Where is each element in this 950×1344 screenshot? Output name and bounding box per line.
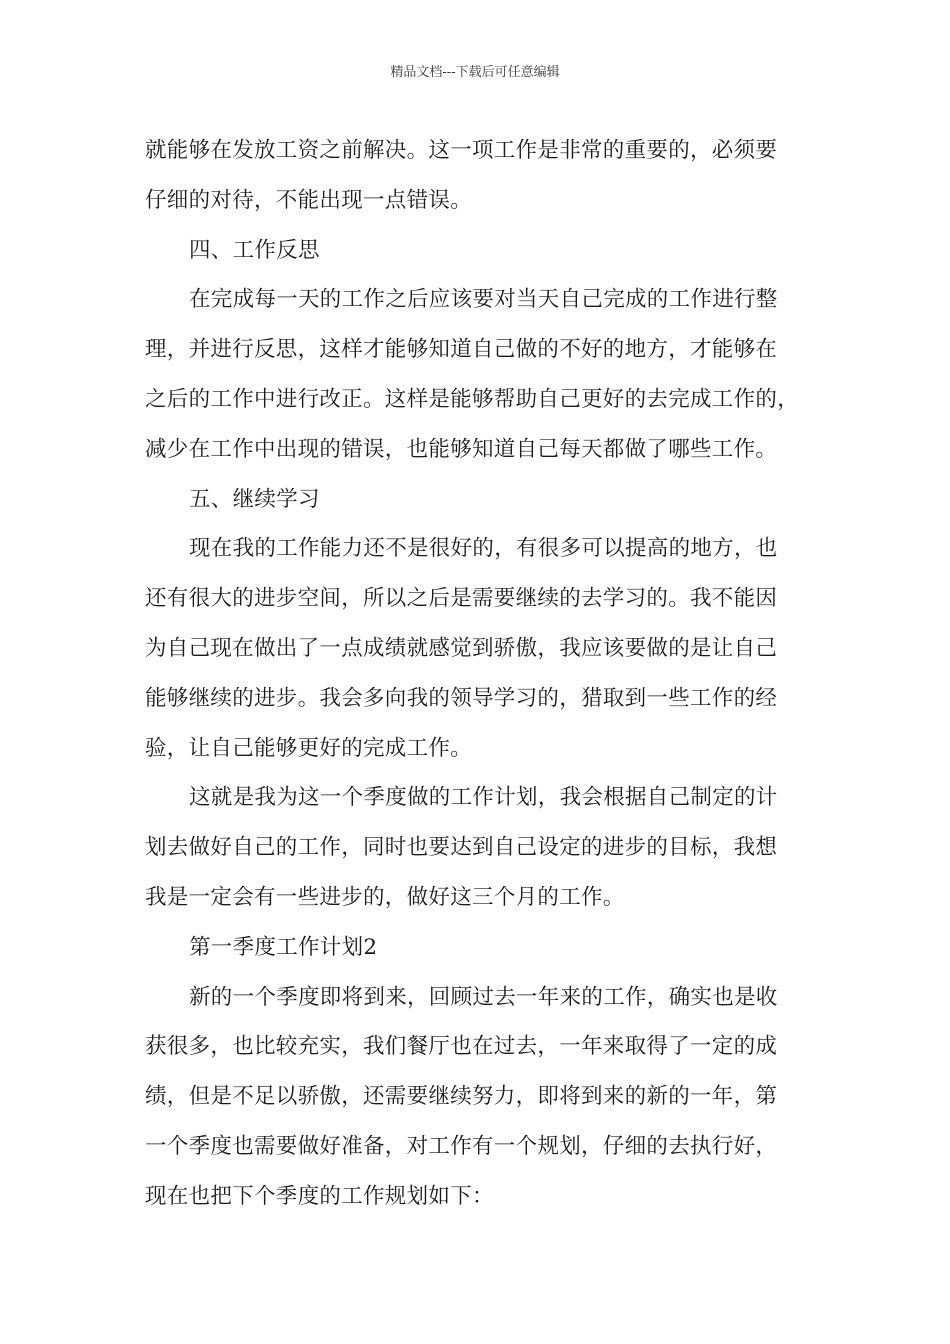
text-line: 减少在工作中出现的错误，也能够知道自己每天都做了哪些工作。 xyxy=(145,436,778,462)
document-body xyxy=(145,131,810,1227)
text-line: 绩，但是不足以骄傲，还需要继续努力，即将到来的新的一年，第 xyxy=(145,1084,778,1110)
text-line: 在完成每一天的工作之后应该要对当天自己完成的工作进行整 xyxy=(189,287,778,313)
text-line: 新的一个季度即将到来，回顾过去一年来的工作，确实也是收 xyxy=(189,984,778,1010)
text-line: 能够继续的进步。我会多向我的领导学习的，猎取到一些工作的经 xyxy=(145,685,778,711)
text-line: 之后的工作中进行改正。这样是能够帮助自己更好的去完成工作的， xyxy=(145,386,800,412)
section-heading: 五、继续学习 xyxy=(189,486,320,512)
text-line: 一个季度也需要做好准备，对工作有一个规划，仔细的去执行好， xyxy=(145,1133,778,1159)
text-line: 划去做好自己的工作，同时也要达到自己设定的进步的目标，我想 xyxy=(145,835,778,861)
text-line: 现在也把下个季度的工作规划如下： xyxy=(145,1183,494,1209)
text-line: 理，并进行反思，这样才能够知道自己做的不好的地方，才能够在 xyxy=(145,337,778,363)
text-line: 还有很大的进步空间，所以之后是需要继续的去学习的。我不能因 xyxy=(145,586,778,612)
page-header: 精品文档---下载后可任意编辑 xyxy=(390,65,560,80)
text-line: 现在我的工作能力还不是很好的，有很多可以提高的地方，也 xyxy=(189,536,778,562)
text-line: 这就是我为这一个季度做的工作计划，我会根据自己制定的计 xyxy=(189,785,778,811)
text-line: 就能够在发放工资之前解决。这一项工作是非常的重要的，必须要 xyxy=(145,138,778,163)
text-line: 验，让自己能够更好的完成工作。 xyxy=(145,735,473,761)
text-line: 我是一定会有一些进步的，做好这三个月的工作。 xyxy=(145,884,625,910)
text-line: 获很多，也比较充实，我们餐厅也在过去，一年来取得了一定的成 xyxy=(145,1034,778,1060)
text-line: 为自己现在做出了一点成绩就感觉到骄傲，我应该要做的是让自己 xyxy=(145,635,778,661)
section-heading: 第一季度工作计划2 xyxy=(189,934,378,960)
text-line: 仔细的对待，不能出现一点错误。 xyxy=(145,187,473,213)
section-heading: 四、工作反思 xyxy=(189,237,320,263)
